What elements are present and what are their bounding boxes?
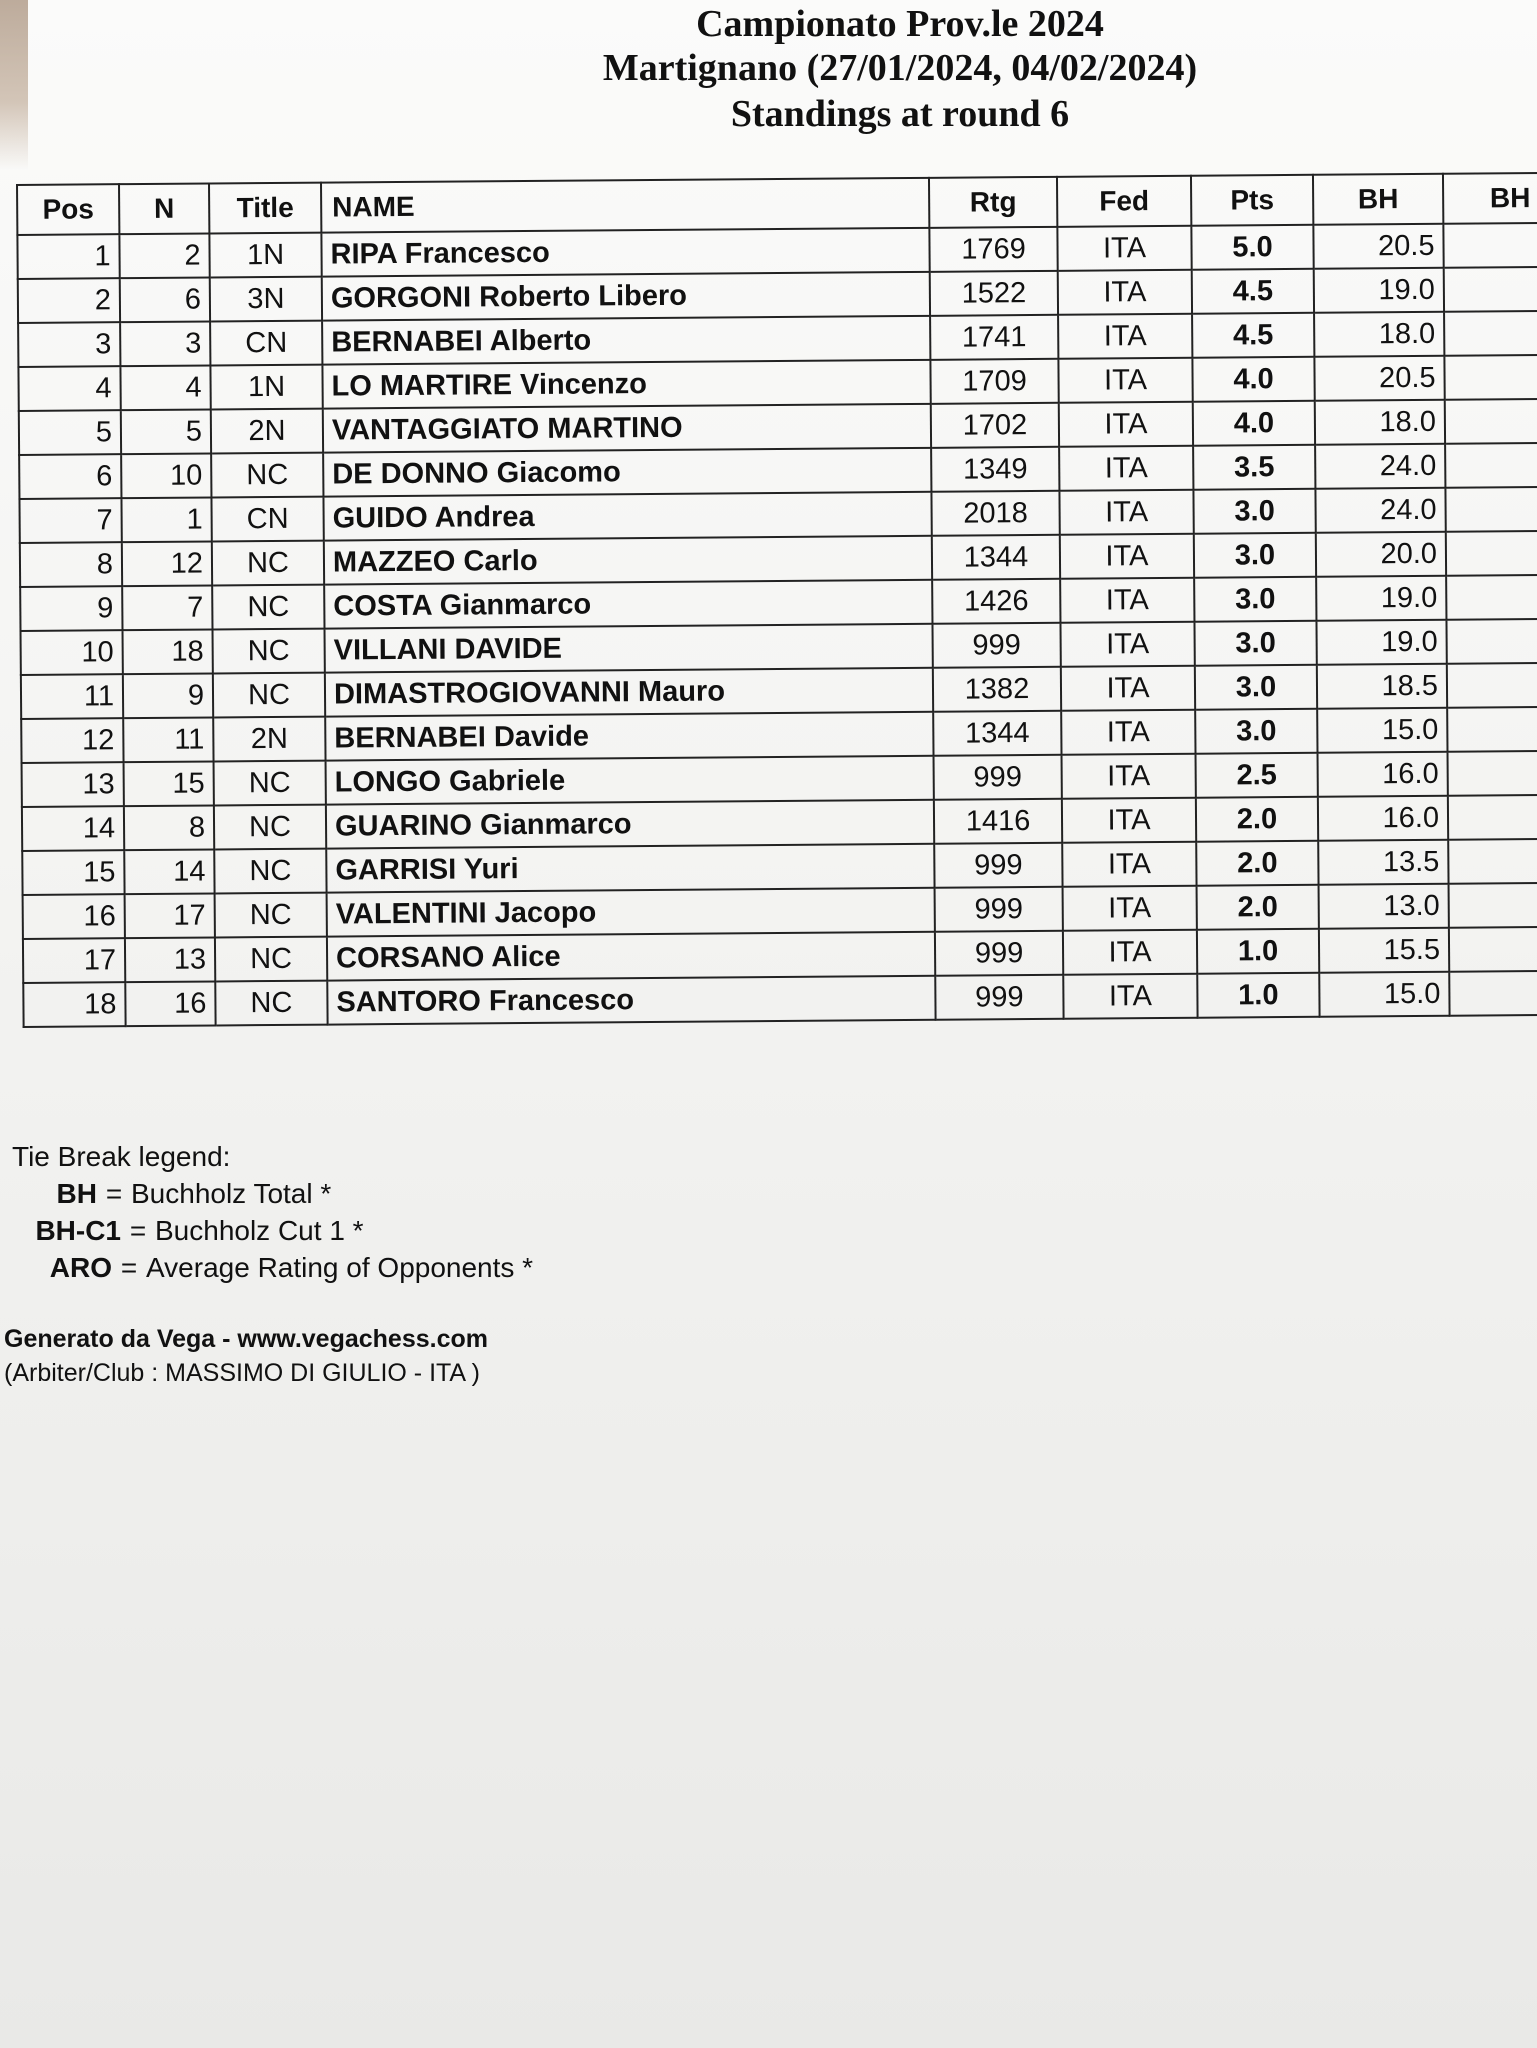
cell-fed: ITA [1058,314,1192,359]
cell-fed: ITA [1062,798,1196,843]
cell-name: MAZZEO Carlo [324,536,932,585]
cell-n: 8 [124,805,214,850]
cell-pts: 3.0 [1194,621,1316,666]
cell-rtg: 1709 [930,359,1058,404]
cell-n: 3 [120,321,210,366]
cell-bh: 13.0 [1319,884,1449,929]
cell-rtg: 1741 [930,315,1058,360]
legend-item-bh-c1 [12,1212,533,1249]
cell-pts: 2.0 [1196,797,1318,842]
cell-title: 3N [210,277,322,322]
arbiter-line: (Arbiter/Club : MASSIMO DI GIULIO - ITA ) [4,1359,481,1387]
cell-bh: 15.0 [1317,708,1447,753]
col-header-pos: Pos [17,184,119,235]
cell-name: SANTORO Francesco [327,976,935,1025]
cell-pts: 1.0 [1197,973,1319,1018]
cell-rtg: 999 [935,931,1063,976]
cell-pts: 4.0 [1193,401,1315,446]
cell-bh-c1-cropped [1449,883,1537,928]
cell-rtg: 999 [934,843,1062,888]
cell-n: 12 [122,541,212,586]
cell-pos: 1 [17,234,119,279]
legend-desc: Average Rating of Opponents * [146,1252,534,1283]
cell-fed: ITA [1062,842,1196,887]
standings-table [16,172,1537,1028]
cell-bh-c1-cropped [1445,399,1537,444]
document-header [470,0,1330,136]
cell-bh: 15.0 [1319,972,1449,1017]
cell-bh: 13.5 [1318,840,1448,885]
cell-name: COSTA Gianmarco [324,580,932,629]
cell-title: NC [214,761,326,806]
cell-fed: ITA [1060,578,1194,623]
cell-bh-c1-cropped [1444,311,1537,356]
cell-pts: 1.0 [1197,929,1319,974]
cell-bh: 20.5 [1314,356,1444,401]
cell-pos: 6 [19,454,121,499]
cell-n: 15 [124,761,214,806]
cell-name: GARRISI Yuri [326,844,934,893]
cell-pos: 11 [21,674,123,719]
cell-fed: ITA [1059,402,1193,447]
cell-pts: 4.0 [1192,357,1314,402]
cell-n: 13 [125,937,215,982]
cell-title: NC [215,981,327,1026]
legend-heading: Tie Break legend: [12,1141,231,1172]
cell-fed: ITA [1063,930,1197,975]
cell-name: GORGONI Roberto Libero [322,272,930,321]
cell-rtg: 1522 [930,271,1058,316]
cell-bh: 18.5 [1317,664,1447,709]
cell-title: CN [211,497,323,542]
cell-name: VILLANI DAVIDE [325,624,933,673]
cell-fed: ITA [1061,710,1195,755]
cell-pos: 15 [22,850,124,895]
cell-title: 1N [209,233,321,278]
cell-bh: 19.0 [1314,268,1444,313]
col-header-title: Title [209,183,321,234]
cell-bh: 16.0 [1318,752,1448,797]
cell-pos: 2 [18,278,120,323]
cell-bh: 24.0 [1315,488,1445,533]
cell-title: CN [210,321,322,366]
cell-fed: ITA [1062,754,1196,799]
cell-title: NC [214,849,326,894]
cell-pos: 7 [19,498,121,543]
col-header-pts: Pts [1191,175,1313,226]
cell-rtg: 999 [934,755,1062,800]
cell-pos: 14 [22,806,124,851]
cell-bh: 20.5 [1313,224,1443,269]
cell-bh: 19.0 [1316,620,1446,665]
round-heading: Standings at round 6 [730,93,1070,135]
cell-bh-c1-cropped [1446,531,1537,576]
cell-pts: 3.0 [1194,577,1316,622]
cell-pos: 12 [21,718,123,763]
cell-name: DIMASTROGIOVANNI Mauro [325,668,933,717]
col-header-bh-c1: BH [1443,173,1537,224]
cell-bh-c1-cropped [1447,663,1537,708]
cell-n: 5 [121,409,211,454]
cell-fed: ITA [1063,886,1197,931]
cell-name: CORSANO Alice [327,932,935,981]
cell-title: NC [211,453,323,498]
cell-fed: ITA [1060,622,1194,667]
cell-bh-c1-cropped [1448,751,1537,796]
cell-bh-c1-cropped [1449,927,1537,972]
cell-title: NC [213,673,325,718]
cell-pos: 18 [23,982,125,1027]
cell-bh-c1-cropped [1448,839,1537,884]
cell-bh-c1-cropped [1448,795,1537,840]
legend-equals: = [129,1215,147,1246]
cell-name: VANTAGGIATO MARTINO [323,404,931,453]
cell-title: NC [212,585,324,630]
cell-title: 2N [211,409,323,454]
cell-pos: 17 [23,938,125,983]
cell-pts: 3.5 [1193,445,1315,490]
cell-title: NC [214,805,326,850]
cell-rtg: 1416 [934,799,1062,844]
cell-n: 18 [123,629,213,674]
cell-bh-c1-cropped [1446,575,1537,620]
cell-rtg: 1702 [931,403,1059,448]
cell-title: NC [215,893,327,938]
legend-desc: Buchholz Total * [131,1178,332,1209]
cell-bh: 24.0 [1315,444,1445,489]
cell-title: NC [215,937,327,982]
cell-pts: 3.0 [1194,533,1316,578]
cell-bh-c1-cropped [1443,223,1537,268]
cell-pos: 9 [20,586,122,631]
cell-name: RIPA Francesco [321,228,929,277]
cell-bh-c1-cropped [1449,971,1537,1016]
desk-edge [0,0,28,170]
legend-item-bh [12,1175,533,1212]
cell-n: 6 [120,277,210,322]
cell-n: 9 [123,673,213,718]
cell-name: BERNABEI Alberto [322,316,930,365]
cell-rtg: 2018 [931,491,1059,536]
cell-pts: 3.0 [1195,665,1317,710]
cell-fed: ITA [1060,534,1194,579]
cell-bh-c1-cropped [1446,619,1537,664]
cell-fed: ITA [1058,270,1192,315]
col-header-name: NAME [321,178,929,233]
cell-n: 2 [119,233,209,278]
cell-bh: 20.0 [1316,532,1446,577]
cell-pts: 3.0 [1193,489,1315,534]
cell-rtg: 999 [932,623,1060,668]
legend-equals: = [105,1178,123,1209]
cell-pts: 3.0 [1195,709,1317,754]
cell-rtg: 999 [935,975,1063,1020]
cell-pos: 3 [18,322,120,367]
cell-rtg: 1344 [932,535,1060,580]
cell-pts: 2.5 [1196,753,1318,798]
cell-bh: 19.0 [1316,576,1446,621]
cell-pos: 10 [21,630,123,675]
cell-fed: ITA [1061,666,1195,711]
legend-abbr: BH-C1 [35,1215,121,1246]
cell-pos: 4 [18,366,120,411]
cell-bh-c1-cropped [1444,355,1537,400]
cell-name: BERNABEI Davide [325,712,933,761]
cell-n: 7 [122,585,212,630]
document-footer [4,1322,488,1390]
legend-desc: Buchholz Cut 1 * [155,1215,364,1246]
cell-title: NC [212,541,324,586]
cell-bh-c1-cropped [1444,267,1537,312]
tournament-title: Campionato Prov.le 2024 [696,3,1104,45]
standings-body [17,223,1537,1027]
col-header-rtg: Rtg [929,177,1057,228]
cell-title: 1N [210,365,322,410]
legend-abbr: BH [56,1178,97,1209]
cell-rtg: 999 [935,887,1063,932]
cell-pts: 2.0 [1197,885,1319,930]
cell-pts: 2.0 [1196,841,1318,886]
cell-n: 11 [123,717,213,762]
cell-pts: 4.5 [1192,313,1314,358]
cell-name: GUARINO Gianmarco [326,800,934,849]
tie-break-legend [12,1138,533,1286]
cell-fed: ITA [1058,358,1192,403]
cell-pos: 8 [20,542,122,587]
cell-fed: ITA [1059,490,1193,535]
legend-abbr: ARO [49,1252,112,1283]
cell-rtg: 1382 [933,667,1061,712]
cell-fed: ITA [1057,226,1191,271]
cell-bh-c1-cropped [1447,707,1537,752]
cell-bh: 16.0 [1318,796,1448,841]
cell-bh: 18.0 [1314,312,1444,357]
cell-n: 4 [120,365,210,410]
cell-n: 16 [125,981,215,1026]
cell-rtg: 1349 [931,447,1059,492]
cell-name: GUIDO Andrea [323,492,931,541]
col-header-fed: Fed [1057,176,1191,227]
cell-fed: ITA [1063,974,1197,1019]
cell-pos: 5 [19,410,121,455]
cell-n: 1 [121,497,211,542]
cell-n: 14 [124,849,214,894]
legend-item-aro [12,1249,533,1286]
cell-n: 17 [125,893,215,938]
cell-bh-c1-cropped [1445,443,1537,488]
cell-bh: 15.5 [1319,928,1449,973]
cell-rtg: 1344 [933,711,1061,756]
col-header-bh: BH [1313,174,1443,225]
cell-pts: 5.0 [1191,225,1313,270]
cell-bh: 18.0 [1315,400,1445,445]
cell-title: 2N [213,717,325,762]
cell-n: 10 [121,453,211,498]
cell-name: DE DONNO Giacomo [323,448,931,497]
cell-name: LO MARTIRE Vincenzo [322,360,930,409]
cell-fed: ITA [1059,446,1193,491]
cell-rtg: 1769 [929,227,1057,272]
cell-pos: 13 [22,762,124,807]
cell-rtg: 1426 [932,579,1060,624]
tournament-venue-dates: Martignano (27/01/2024, 04/02/2024) [602,47,1198,89]
cell-bh-c1-cropped [1445,487,1537,532]
cell-name: VALENTINI Jacopo [327,888,935,937]
cell-pos: 16 [23,894,125,939]
cell-name: LONGO Gabriele [326,756,934,805]
cell-pts: 4.5 [1192,269,1314,314]
cell-title: NC [213,629,325,674]
generator-credit: Generato da Vega - www.vegachess.com [4,1325,488,1353]
legend-equals: = [120,1252,138,1283]
col-header-n: N [119,183,209,234]
